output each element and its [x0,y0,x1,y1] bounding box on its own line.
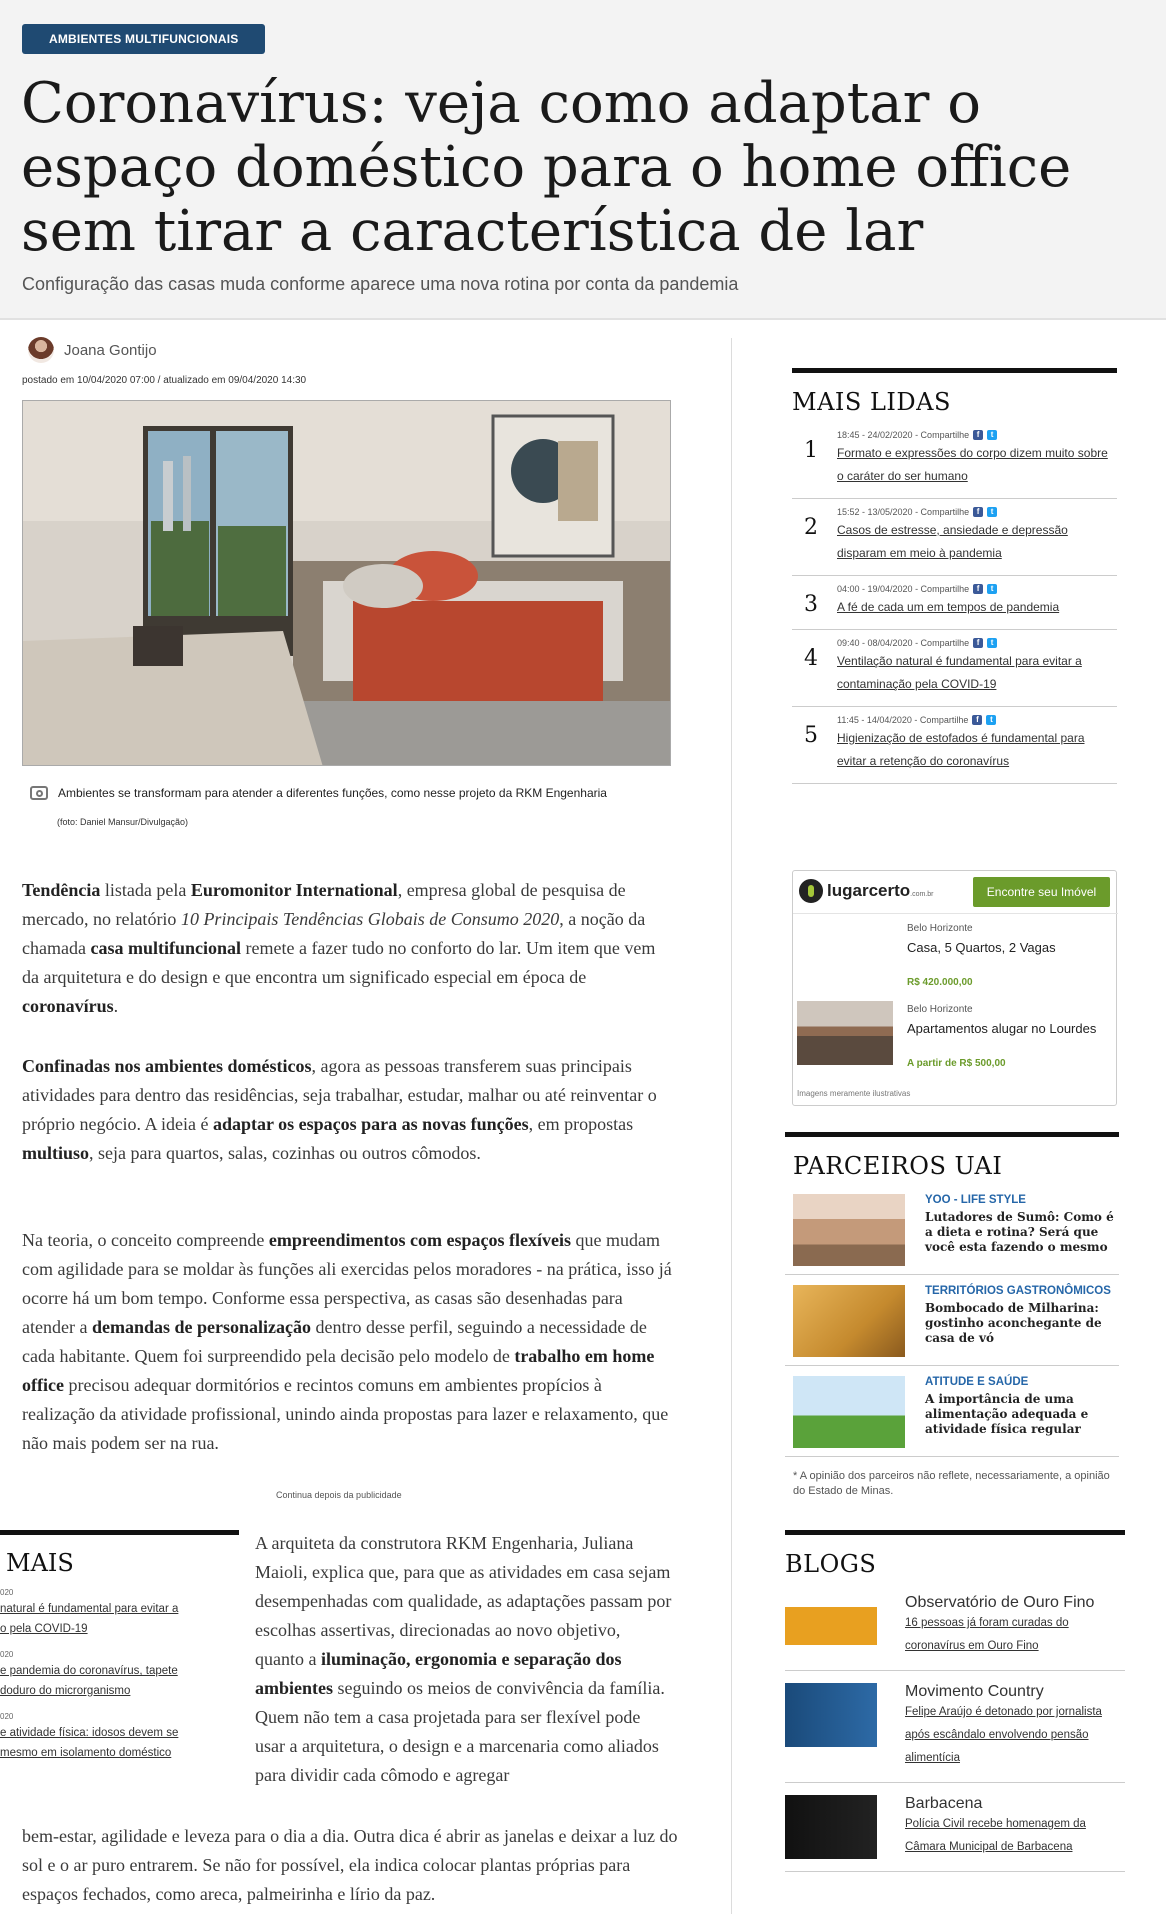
article-paragraph-4-continued: bem-estar, agilidade e leveza para o dia a dia. Outra dica é abrir as janelas e deixar a luz do sol e o ar puro entrarem. Se não for possível, ela indica colocar plantas próprias para espaços fechados, como areca, palmeirinha e lírio da paz. [22,1826,678,1904]
most-read-time: 04:00 - 19/04/2020 - Compartilhe [837,584,970,594]
most-read-meta [837,430,1117,440]
partner-thumbnail[interactable] [793,1194,905,1266]
author-avatar [28,337,54,363]
photo-caption-row [30,786,607,800]
most-read-item[interactable] [792,499,1117,576]
lugar-certo-logo[interactable]: lugarcerto.com.br [799,879,933,903]
most-read-time: 11:45 - 14/04/2020 - Compartilhe [837,715,969,725]
most-read-link[interactable]: Higienização de estofados é fundamental para evitar a retenção do coronavírus [837,731,1085,768]
article-paragraph-4: A arquiteta da construtora RKM Engenharia, Juliana Maioli, explica que, para que as atividades em casa sejam desempenhadas com qualidade, as adaptações passam por escolhas assertivas, direcionadas ao novo objetivo, quanto a iluminação, ergonomia e separação dos ambientes seguindo os meios de convivência da família. Quem não tem a casa projetada para ser flexível pode usar a arquitetura, o design e a marcenaria como aliados para dividir cada cômodo e agregar [255,1533,672,1785]
partner-title[interactable]: Bombocado de Milharina: gostinho aconchegante de casa de vó [925,1301,1102,1345]
blogs-title: BLOGS [785,1550,877,1578]
subheadline: Configuração das casas muda conforme aparece uma nova rotina por conta da pandemia [22,274,739,294]
photo-credit: (foto: Daniel Mansur/Divulgação) [57,817,189,827]
inline-item-time: 020 [0,1712,14,1721]
blog-logo[interactable] [785,1594,877,1658]
twitter-share-icon[interactable]: t [987,507,997,517]
article-photo[interactable] [22,400,671,766]
inline-item-link[interactable]: e atividade física: idosos devem se [0,1727,179,1739]
twitter-share-icon[interactable]: t [987,584,997,594]
ad-listing[interactable]: Belo Horizonte Casa, 5 Quartos, 2 Vagas R$ 420.000,00 [907,923,1056,988]
most-read-rank: 1 [804,438,818,463]
most-read-rank: 3 [804,592,818,617]
most-read-link[interactable]: A fé de cada um em tempos de pandemia [837,600,1060,614]
blog-item[interactable] [785,1783,1125,1872]
lugar-certo-ad[interactable] [792,870,1117,1106]
most-read-item[interactable] [792,630,1117,707]
blog-logo[interactable] [785,1683,877,1747]
blog-item[interactable] [785,1671,1125,1783]
most-read-rank: 4 [804,646,818,671]
location-pin-icon [799,879,823,903]
partner-thumbnail[interactable] [793,1285,905,1357]
most-read-link[interactable]: Ventilação natural é fundamental para evitar a contaminação pela COVID-19 [837,654,1082,691]
partner-category[interactable]: TERRITÓRIOS GASTRONÔMICOS [925,1285,1111,1297]
most-read-item[interactable] [792,576,1117,630]
most-read-link[interactable]: Formato e expressões do corpo dizem muito sobre o caráter do ser humano [837,446,1108,483]
ad-notice: Continua depois da publicidade [276,1490,402,1500]
partners-title: PARCEIROS UAI [793,1152,1003,1180]
most-read-rank: 2 [804,515,818,540]
inline-item-link[interactable]: doduro do microrganismo [0,1685,131,1697]
inline-item-link[interactable]: natural é fundamental para evitar a [0,1603,179,1615]
facebook-share-icon[interactable]: f [973,584,983,594]
twitter-share-icon[interactable]: t [986,715,996,725]
most-read-time: 09:40 - 08/04/2020 - Compartilhe [837,638,970,648]
blog-post-link[interactable]: Felipe Araújo é detonado por jornalista após escândalo envolvendo pensão alimentícia [905,1706,1102,1764]
inline-item-link[interactable]: mesmo em isolamento doméstico [0,1747,172,1759]
author-row [28,337,157,363]
inline-item-link[interactable]: e pandemia do coronavírus, tapete [0,1665,178,1677]
partner-title[interactable]: A importância de uma alimentação adequada e atividade física regular [925,1392,1089,1436]
inline-related-item[interactable] [0,1711,240,1763]
most-read-meta [837,715,1117,725]
facebook-share-icon[interactable]: f [972,715,982,725]
twitter-share-icon[interactable]: t [987,430,997,440]
facebook-share-icon[interactable]: f [973,430,983,440]
partner-category[interactable]: ATITUDE E SAÚDE [925,1376,1029,1388]
blog-name[interactable]: Movimento Country [905,1683,1044,1700]
partner-item[interactable] [785,1184,1119,1275]
inline-item-time: 020 [0,1588,14,1597]
inline-item-link[interactable]: o pela COVID-19 [0,1623,88,1635]
partners-widget [785,1132,1119,1499]
blog-post-link[interactable]: Polícia Civil recebe homenagem da Câmara Municipal de Barbacena [905,1818,1086,1853]
most-read-meta [837,584,1117,594]
partner-item[interactable] [785,1275,1119,1366]
inline-related-item[interactable] [0,1649,240,1701]
blog-name[interactable]: Observatório de Ouro Fino [905,1594,1095,1611]
facebook-share-icon[interactable]: f [973,638,983,648]
partner-thumbnail[interactable] [793,1376,905,1448]
blog-name[interactable]: Barbacena [905,1795,983,1812]
blog-post-link[interactable]: 16 pessoas já foram curadas do coronavírus em Ouro Fino [905,1617,1069,1652]
most-read-widget [792,368,1117,784]
most-read-time: 18:45 - 24/02/2020 - Compartilhe [837,430,970,440]
most-read-item[interactable] [792,707,1117,784]
listing-thumbnail[interactable] [797,1001,893,1065]
most-read-item[interactable] [792,422,1117,499]
partner-category[interactable]: YOO - LIFE STYLE [925,1194,1026,1206]
partner-title[interactable]: Lutadores de Sumô: Como é a dieta e rotina? Será que você esta fazendo o mesmo [925,1210,1114,1254]
most-read-meta [837,507,1117,517]
find-property-button[interactable]: Encontre seu Imóvel [973,877,1110,907]
photo-caption: Ambientes se transformam para atender a diferentes funções, como nesse projeto da RKM Engenharia [58,786,607,800]
most-read-meta [837,638,1117,648]
dateline: postado em 10/04/2020 07:00 / atualizado em 09/04/2020 14:30 [22,375,307,386]
partner-item[interactable] [785,1366,1119,1457]
article-paragraph-2: Confinadas nos ambientes domésticos, agora as pessoas transferem suas principais atividades para dentro das residências, seja trabalhar, estudar, malhar ou até reinventar o próprio negócio. A ideia é adaptar os espaços para as novas funções, em propostas multiuso, seja para quartos, salas, cozinhas ou outros cômodos. [22,1056,657,1163]
camera-icon [30,786,48,800]
blog-item[interactable] [785,1582,1125,1671]
facebook-share-icon[interactable]: f [973,507,983,517]
column-divider [731,338,732,1914]
most-read-title: MAIS LIDAS [792,388,951,416]
inline-related-item[interactable] [0,1587,240,1639]
blogs-widget [785,1530,1125,1872]
ad-listing[interactable]: Belo Horizonte Apartamentos alugar no Lourdes A partir de R$ 500,00 [907,1004,1097,1069]
article-header [0,0,1166,320]
section-tag[interactable]: AMBIENTES MULTIFUNCIONAIS [22,24,265,54]
author-name[interactable]: Joana Gontijo [64,341,157,359]
twitter-share-icon[interactable]: t [987,638,997,648]
article-paragraph-3: Na teoria, o conceito compreende empreendimentos com espaços flexíveis que mudam com agilidade para se moldar às funções ali exercidas pelos moradores - na prática, isso já ocorre há um bom tempo. Conforme essa perspectiva, as casas são desenhadas para atender a demandas de personalização dentro desse perfil, seguindo a necessidade de cada habitante. Quem foi surpreendido pela decisão pelo modelo de trabalho em home office precisou adequar dormitórios e recintos comuns em ambientes propícios à realização da atividade profissional, unindo ainda propostas para lazer e relaxamento, que não mais podem ser na rua. [22,1230,672,1453]
inline-box-title: MAIS [6,1549,74,1577]
inline-related-box [0,1530,240,1763]
ad-disclaimer: Imagens meramente ilustrativas [797,1089,911,1098]
most-read-rank: 5 [804,723,818,748]
article-paragraph-1: Tendência listada pela Euromonitor International, empresa global de pesquisa de mercado, no relatório 10 Principais Tendências Globais de Consumo 2020, a noção da chamada casa multifuncional remete a fazer tudo no conforto do lar. Um item que vem da arquitetura e do design e que encontra um significado especial em época de coronavírus. [22,880,656,1016]
partners-disclaimer: * A opinião dos parceiros não reflete, necessariamente, a opinião do Estado de Minas. [793,1470,1110,1497]
inline-item-time: 020 [0,1650,14,1659]
most-read-link[interactable]: Casos de estresse, ansiedade e depressão disparam em meio à pandemia [837,523,1068,560]
blog-logo[interactable] [785,1795,877,1859]
most-read-time: 15:52 - 13/05/2020 - Compartilhe [837,507,970,517]
headline: Coronavírus: veja como adaptar o espaço doméstico para o home office sem tirar a característica de lar [21,71,1072,264]
